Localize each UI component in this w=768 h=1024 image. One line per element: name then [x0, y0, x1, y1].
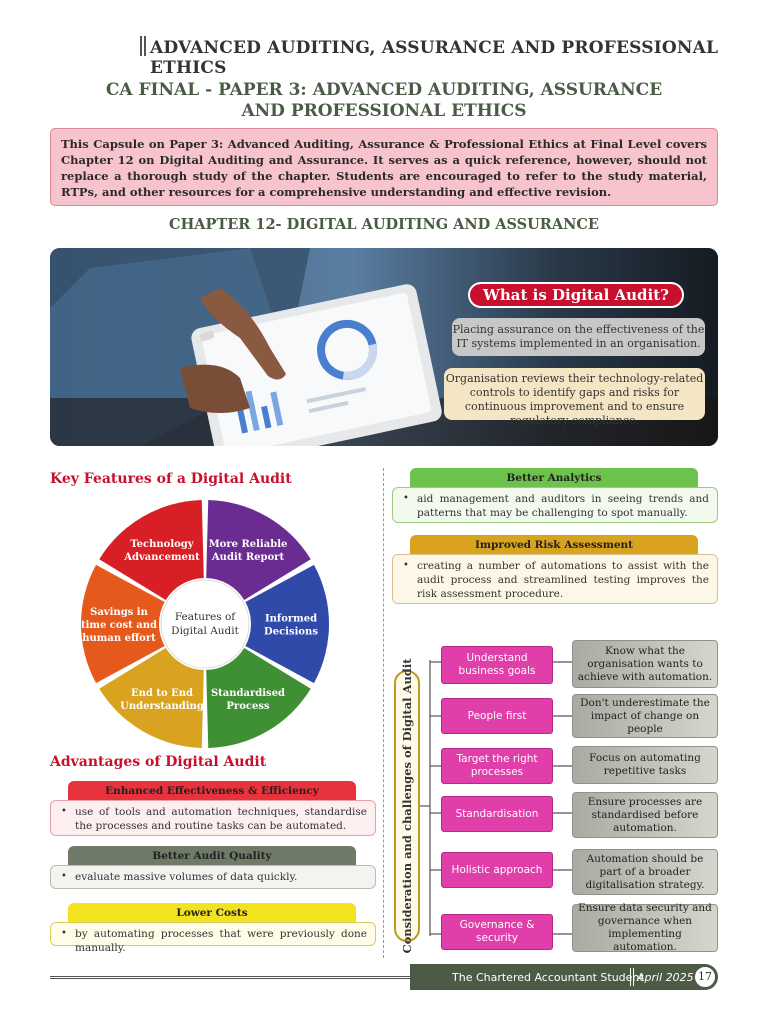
- wheel-segment-6-label-line-1: Technology: [130, 539, 194, 551]
- intro-note: This Capsule on Paper 3: Advanced Auditing, Assurance & Professional Ethics at Final Level covers Chapter 12 on Digital Auditing and Assurance. It serves as a quick reference, however, should not replace a thorough study of the chapter. Students are encouraged to refer to the study material, RTPs, and other resources for a comprehensive understanding and effective revision.: [50, 128, 718, 206]
- bullet-icon: •: [61, 871, 67, 882]
- better-analytics-text: aid management and auditors in seeing trends and patterns that may be challenging to spot manually.: [417, 493, 709, 519]
- column-divider: [383, 468, 384, 958]
- footer-date: April 2025: [637, 971, 694, 984]
- advantages-title: Advantages of Digital Audit: [50, 754, 267, 770]
- risk-assessment-heading: Improved Risk Assessment: [410, 535, 698, 555]
- advantage-3-text: by automating processes that were previously done manually.: [75, 928, 367, 954]
- bullet-icon: •: [403, 493, 409, 504]
- risk-assessment-text: creating a number of automations to assist with the audit process and streamlined testing improves the risk assessment procedure.: [417, 560, 709, 600]
- wheel-segment-5-label-line-1: Savings in: [90, 607, 148, 618]
- what-is-digital-audit-badge: What is Digital Audit?: [468, 282, 684, 308]
- advantage-2-heading: Better Audit Quality: [68, 846, 356, 866]
- wheel-segment-1-label-line-2: Audit Report: [211, 552, 285, 564]
- advantage-1-heading: Enhanced Effectiveness & Efficiency: [68, 781, 356, 801]
- bullet-icon: •: [61, 928, 67, 939]
- running-header: ADVANCED AUDITING, ASSURANCE AND PROFESSIONAL ETHICS: [150, 38, 719, 78]
- chapter-title: CHAPTER 12- DIGITAL AUDITING AND ASSURANCE: [169, 216, 599, 233]
- footer-separator: [630, 968, 634, 986]
- consideration-2: People first: [441, 698, 553, 734]
- definition-box-1: Placing assurance on the effectiveness of the IT systems implemented in an organisation.: [452, 318, 705, 356]
- considerations-connectors: [420, 640, 580, 950]
- wheel-segment-4-label-line-1: End to End: [130, 687, 194, 699]
- wheel-center-line-1: Features of: [174, 611, 236, 623]
- definition-box-2: Organisation reviews their technology-related controls to identify gaps and risks for continuous improvement and to ensure regulatory compliance.: [444, 368, 705, 420]
- wheel-segment-5-label-line-2: time cost and: [80, 620, 158, 631]
- advantage-3-body: [50, 922, 376, 954]
- wheel-center-line-2: Digital Audit: [171, 625, 239, 637]
- page-number: 17: [694, 966, 716, 988]
- consideration-5-desc: Automation should be part of a broader digitalisation strategy.: [572, 849, 718, 895]
- wheel-segment-2-label-line-1: Informed: [264, 613, 318, 625]
- footer-rule: [50, 976, 410, 979]
- consideration-4: Standardisation: [441, 796, 553, 832]
- considerations-label: Consideration and challenges of Digital Audit: [400, 658, 414, 954]
- header-double-bar: [140, 36, 146, 56]
- wheel-segment-1-label-line-1: More Reliable: [208, 539, 288, 551]
- wheel-segment-3-label-line-2: Process: [226, 700, 270, 712]
- page-title: [0, 80, 768, 122]
- risk-assessment-body: [392, 554, 718, 604]
- bullet-icon: •: [61, 806, 67, 817]
- consideration-4-desc: Ensure processes are standardised before automation.: [572, 792, 718, 838]
- wheel-segment-3-label-line-1: Standardised: [210, 687, 286, 699]
- consideration-1: Understand business goals: [441, 646, 553, 684]
- consideration-1-desc: Know what the organisation wants to achieve with automation.: [572, 640, 718, 688]
- wheel-center: [161, 580, 249, 668]
- wheel-segment-5-label-line-3: human effort: [82, 633, 156, 644]
- advantage-1-body: [50, 800, 376, 836]
- wheel-segment-6-label-line-2: Advancement: [124, 552, 200, 564]
- bullet-icon: •: [403, 560, 409, 571]
- consideration-3: Target the right processes: [441, 748, 553, 784]
- wheel-segment-2-label-line-2: Decisions: [264, 626, 318, 638]
- consideration-2-desc: Don't underestimate the impact of change on people: [572, 694, 718, 738]
- advantage-3-heading: Lower Costs: [68, 903, 356, 923]
- footer-publication: The Chartered Accountant Student: [452, 971, 644, 984]
- advantage-1-text: use of tools and automation techniques, standardise the processes and routine tasks can be automated.: [75, 806, 367, 832]
- consideration-5: Holistic approach: [441, 852, 553, 888]
- consideration-3-desc: Focus on automating repetitive tasks: [572, 746, 718, 784]
- page-title-line-1: CA FINAL - PAPER 3: ADVANCED AUDITING, ASSURANCE: [105, 80, 663, 100]
- better-analytics-heading: Better Analytics: [410, 468, 698, 488]
- advantage-2-text: evaluate massive volumes of data quickly.: [75, 871, 298, 883]
- key-features-title: Key Features of a Digital Audit: [50, 471, 292, 487]
- page-title-line-2: AND PROFESSIONAL ETHICS: [241, 101, 527, 121]
- features-wheel: [70, 500, 340, 748]
- wheel-segment-4-label-line-2: Understanding: [120, 700, 204, 712]
- consideration-6: Governance & security: [441, 914, 553, 950]
- consideration-6-desc: Ensure data security and governance when implementing automation.: [572, 904, 718, 952]
- better-analytics-body: [392, 487, 718, 523]
- advantage-2-body: [50, 865, 376, 889]
